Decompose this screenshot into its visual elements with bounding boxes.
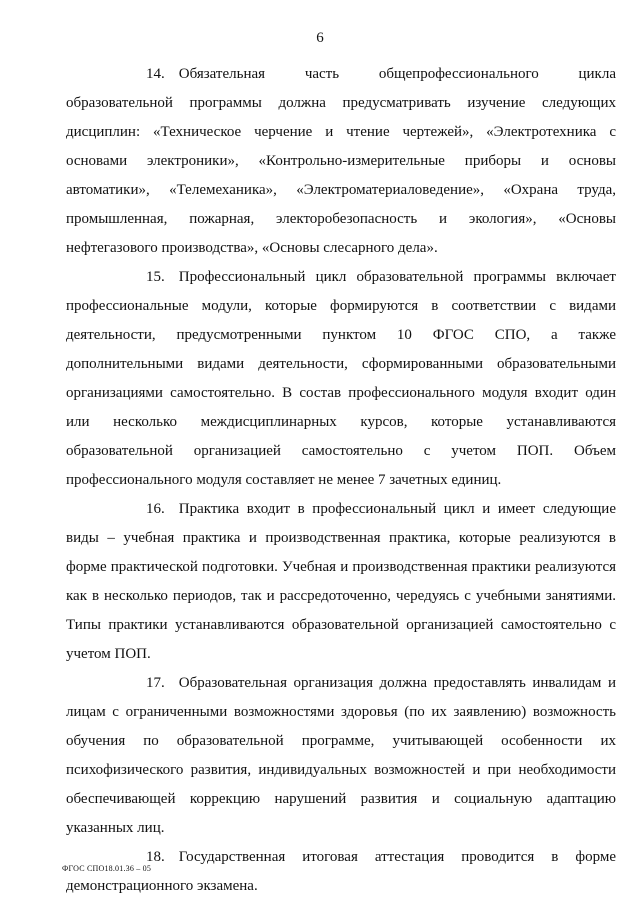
- paragraph-14: [66, 60, 616, 263]
- paragraph-number: 14.: [146, 66, 165, 82]
- paragraph-15: [66, 263, 616, 495]
- page-number: 6: [316, 30, 324, 46]
- paragraph-number: 17.: [146, 675, 165, 691]
- paragraph-16: [66, 495, 616, 669]
- paragraph-number: 18.: [146, 849, 165, 865]
- paragraph-number: 15.: [146, 269, 165, 285]
- paragraph-text: Обязательная часть общепрофессионального цикла образовательной программы должна предусматривать изучение следующих дисциплин: «Техническое черчение и чтение чертежей», «Электротехника с основами электроники», «Контрольно-измерительные приборы и основы автоматики», «Телемеханика», «Электроматериаловедение», «Охрана труда, промышленная, пожарная, электоробезопасность и экология», «Основы нефтегазового производства», «Основы слесарного дела».: [66, 66, 616, 256]
- paragraph-text: Государственная итоговая аттестация проводится в форме демонстрационного экзамена.: [66, 849, 616, 894]
- paragraph-text: Практика входит в профессиональный цикл и имеет следующие виды – учебная практика и производственная практика, которые реализуются в форме практической подготовки. Учебная и производственная практики реализуются как в несколько периодов, так и рассредоточенно, чередуясь с учебными занятиями. Типы практики устанавливаются образовательной организацией самостоятельно с учетом ПОП.: [66, 501, 616, 662]
- paragraph-text: Образовательная организация должна предоставлять инвалидам и лицам с ограниченными возможностями здоровья (по их заявлению) возможность обучения по образовательной программе, учитывающей особенности их психофизического развития, индивидуальных возможностей и при необходимости обеспечивающей коррекцию нарушений развития и социальную адаптацию указанных лиц.: [66, 675, 616, 836]
- paragraph-text: Профессиональный цикл образовательной программы включает профессиональные модули, которые формируются в соответствии с видами деятельности, предусмотренными пунктом 10 ФГОС СПО, а также дополнительными видами деятельности, сформированными образовательными организациями самостоятельно. В состав профессионального модуля входит один или несколько междисциплинарных курсов, которые устанавливаются образовательной организацией самостоятельно с учетом ПОП. Объем профессионального модуля составляет не менее 7 зачетных единиц.: [66, 269, 616, 488]
- paragraph-number: 16.: [146, 501, 165, 517]
- document-footer-code: ФГОС СПО18.01.36 – 05: [62, 864, 152, 873]
- paragraph-17: [66, 669, 616, 843]
- document-body: [66, 60, 616, 901]
